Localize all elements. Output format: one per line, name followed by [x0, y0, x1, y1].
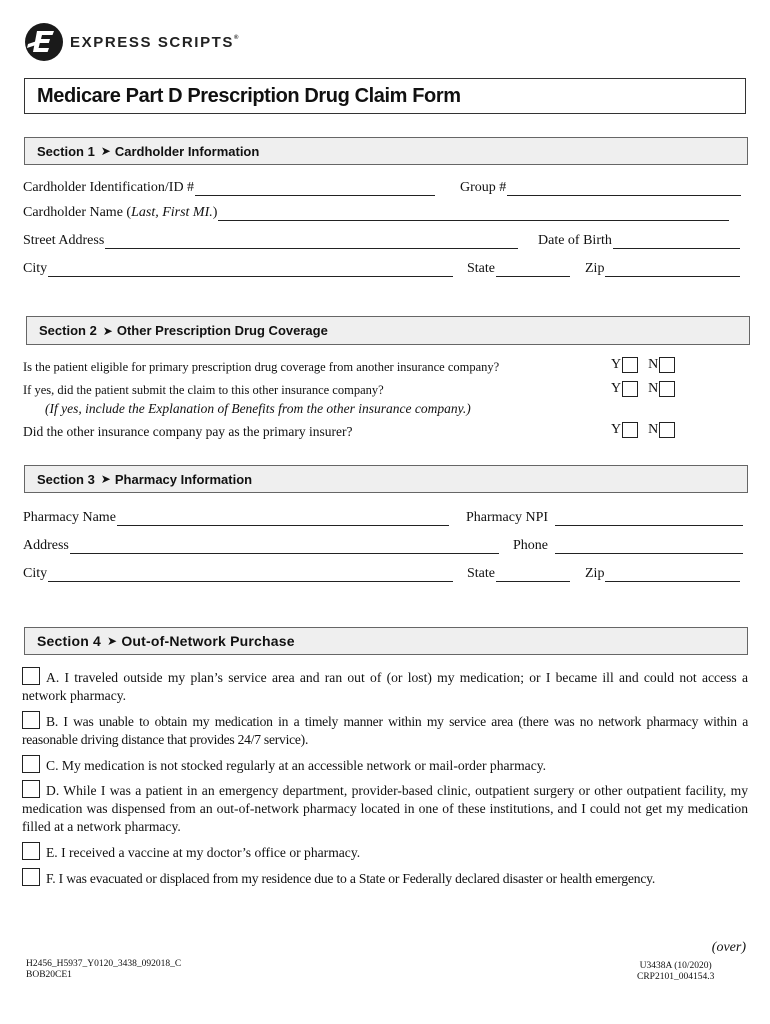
section-1-header: [24, 137, 748, 165]
pharmacy-state-field[interactable]: State: [467, 566, 570, 582]
form-title: Medicare Part D Prescription Drug Claim Form: [37, 85, 461, 107]
option-f-checkbox[interactable]: [22, 868, 40, 886]
section-2-header: [26, 316, 750, 345]
arrow-icon: ➤: [102, 323, 113, 338]
footer-right-codes: [637, 961, 714, 983]
coverage-q2-note: (If yes, include the Explanation of Benefits from the other insurance company.): [45, 401, 471, 416]
arrow-icon: ➤: [107, 634, 118, 648]
arrow-icon: ➤: [100, 144, 111, 158]
footer-code-1: H2456_H5937_Y0120_3438_092018_C: [26, 959, 182, 969]
coverage-q1-answer: Y N: [611, 357, 675, 373]
coverage-question-2: If yes, did the patient submit the claim to this other insurance company?: [23, 383, 384, 397]
option-f: F. I was evacuated or displaced from my residence due to a State or Federally declared disaster or health emergency.: [22, 868, 748, 888]
pharmacy-phone-field[interactable]: Phone: [513, 538, 743, 554]
option-c-checkbox[interactable]: [22, 755, 40, 773]
section-4-label: Section 4: [37, 633, 102, 649]
cardholder-city-field[interactable]: City: [23, 261, 453, 277]
street-address-field[interactable]: Street Address: [23, 233, 518, 249]
express-scripts-logo: [24, 22, 238, 62]
group-field[interactable]: Group #: [460, 180, 741, 196]
coverage-q2-answer: Y N: [611, 381, 675, 397]
option-b-checkbox[interactable]: [22, 711, 40, 729]
no-checkbox[interactable]: [659, 357, 675, 373]
coverage-question-3: Did the other insurance company pay as the primary insurer?: [23, 424, 353, 439]
coverage-question-1: Is the patient eligible for primary prescription drug coverage from another insurance company?: [23, 360, 500, 374]
over-note: (over): [711, 940, 746, 955]
option-d: D. While I was a patient in an emergency department, provider-based clinic, outpatient surgery or other outpatient facility, my medication was dispensed from an out-of-network pharmacy located in one of these institutions, and I could not get my medication filled at a network pharmacy.: [22, 780, 748, 836]
brand-name: EXPRESS SCRIPTS®: [70, 33, 239, 51]
section-4-title: Out-of-Network Purchase: [121, 633, 295, 649]
coverage-q3-answer: Y N: [611, 422, 675, 438]
pharmacy-address-field[interactable]: Address: [23, 538, 499, 554]
section-3-title: Pharmacy Information: [114, 471, 253, 487]
pharmacy-name-field[interactable]: Pharmacy Name: [23, 510, 449, 526]
section-2-title: Other Prescription Drug Coverage: [116, 323, 328, 338]
pharmacy-city-field[interactable]: City: [23, 566, 453, 582]
no-checkbox[interactable]: [659, 381, 675, 397]
option-a-checkbox[interactable]: [22, 667, 40, 685]
cardholder-id-field[interactable]: Cardholder Identification/ID #: [23, 180, 435, 196]
pharmacy-npi-field[interactable]: Pharmacy NPI: [466, 510, 743, 526]
option-d-checkbox[interactable]: [22, 780, 40, 798]
footer-code-2: BOB20CE1: [26, 970, 72, 980]
section-3-label: Section 3: [37, 471, 95, 487]
form-title-box: [24, 78, 746, 114]
option-e-checkbox[interactable]: [22, 842, 40, 860]
yes-checkbox[interactable]: [622, 381, 638, 397]
option-a: A. I traveled outside my plan’s service area and ran out of (or lost) my medication; or I became ill and could not access a network pharmacy.: [22, 667, 748, 705]
section-3-header: [24, 465, 748, 493]
footer-form-number: U3438A (10/2020): [639, 961, 712, 971]
cardholder-name-field[interactable]: Cardholder Name ( Last, First MI. ): [23, 205, 729, 221]
section-1-label: Section 1: [37, 143, 95, 159]
cardholder-zip-field[interactable]: Zip: [585, 261, 740, 277]
arrow-icon: ➤: [100, 472, 111, 486]
section-4-header: [24, 627, 748, 655]
date-of-birth-field[interactable]: Date of Birth: [538, 233, 740, 249]
section-2-label: Section 2: [39, 323, 97, 338]
footer-crp-code: CRP2101_004154.3: [637, 972, 715, 982]
yes-checkbox[interactable]: [622, 422, 638, 438]
no-checkbox[interactable]: [659, 422, 675, 438]
section-1-title: Cardholder Information: [114, 143, 260, 159]
express-scripts-logo-icon: [24, 22, 64, 62]
pharmacy-zip-field[interactable]: Zip: [585, 566, 740, 582]
option-c: C. My medication is not stocked regularly at an accessible network or mail-order pharmacy.: [22, 755, 748, 775]
footer-left-codes: [26, 959, 181, 981]
cardholder-state-field[interactable]: State: [467, 261, 570, 277]
option-b: B. I was unable to obtain my medication in a timely manner within my service area (there was no network pharmacy within a reasonable driving distance that provides 24/7 service).: [22, 711, 748, 749]
yes-checkbox[interactable]: [622, 357, 638, 373]
option-e: E. I received a vaccine at my doctor’s office or pharmacy.: [22, 842, 748, 862]
